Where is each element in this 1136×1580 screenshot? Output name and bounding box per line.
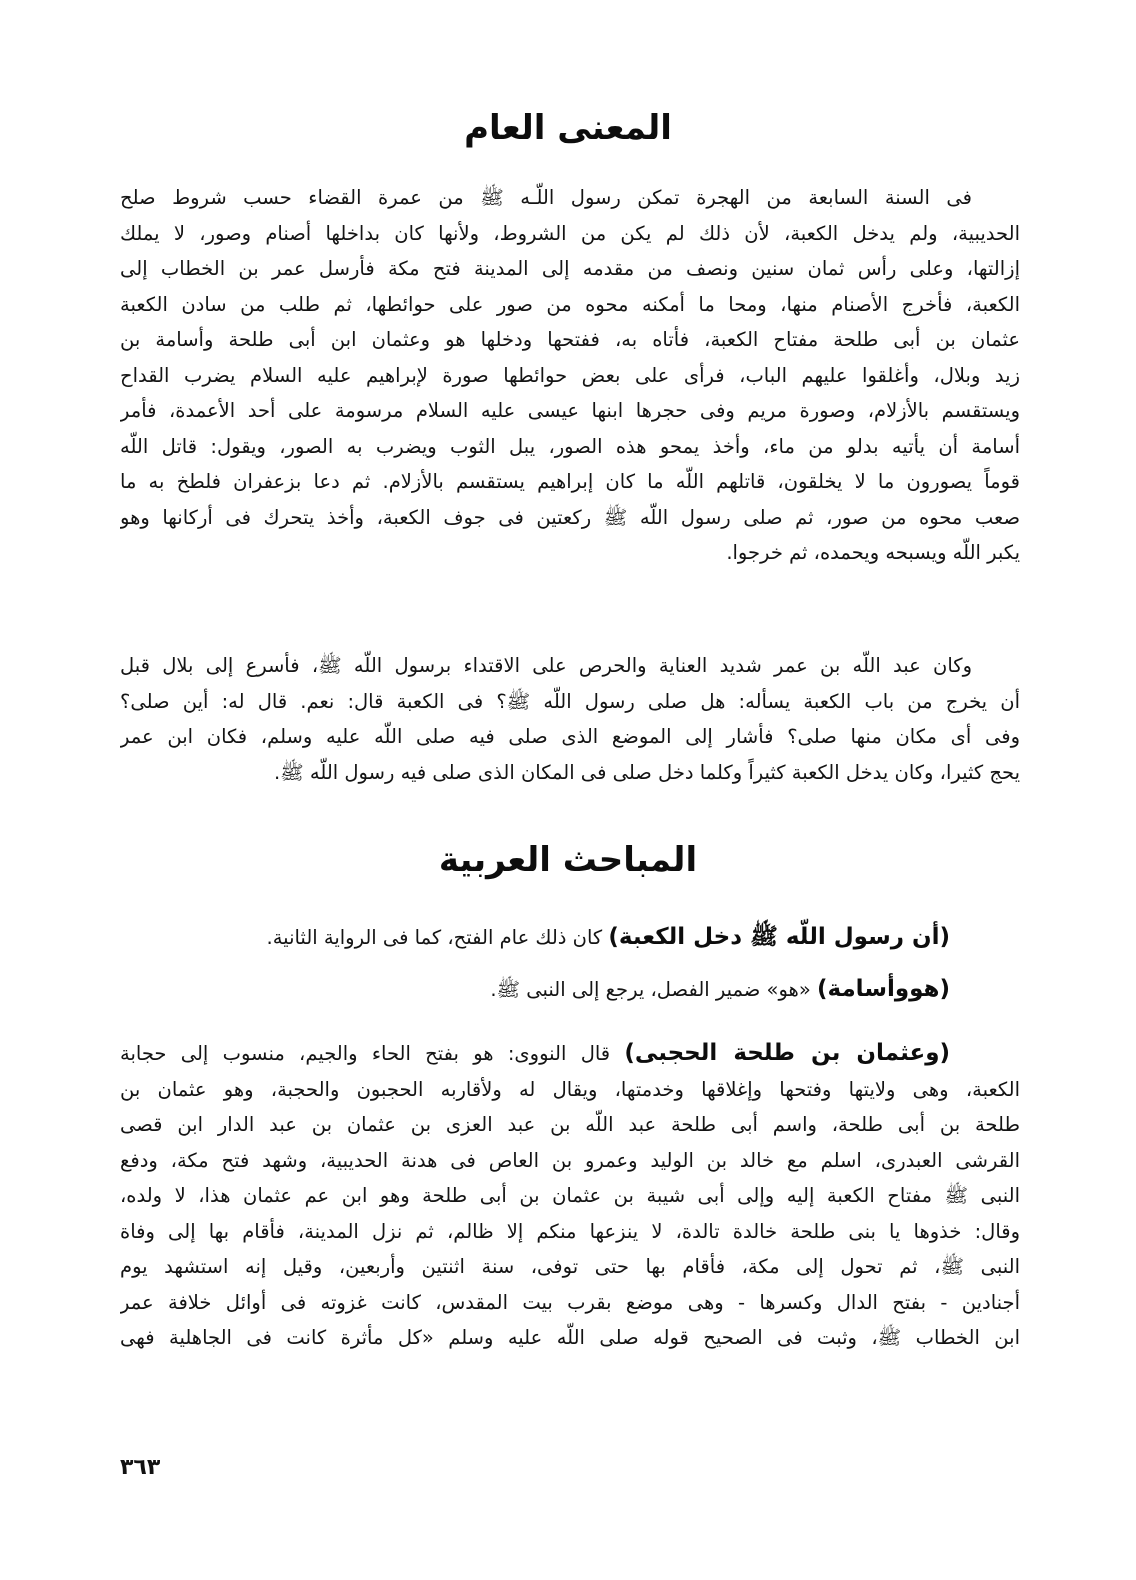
text-line: إزالتها، وعلى رأس ثمان سنين ونصف من مقدمه إلى المدينة فتح مكة فأرسل عمر بن الخطاب إلى xyxy=(120,257,1020,280)
text-line: أسامة أن يأتيه بدلو من ماء، وأخذ يمحو هذه الصور، يبل الثوب ويضرب به الصور، ويقول: قاتل اللّه xyxy=(120,434,1020,458)
text-line: الحديبية، ولم يدخل الكعبة، لأن ذلك لم يكن من الشروط، ولأنها كان بداخلها أصنام وصور، لا يملك xyxy=(120,221,1020,245)
text-line: قوماً يصورون ما لا يخلقون، قاتلهم اللّه ما كان إبراهيم يستقسم بالأزلام. ثم دعا بزعفران فلطخ به ما xyxy=(120,470,1020,493)
text-line: القرشى العبدرى، اسلم مع خالد بن الوليد وعمرو بن العاص فى هدنة الحديبية، وشهد فتح مكة، ودفع xyxy=(120,1148,1020,1172)
entry-uthman-bin-talha xyxy=(120,1036,1020,1356)
text-line: أجنادين - بفتح الدال وكسرها - وهى موضع بقرب بيت المقدس، كانت غزوته فى أوائل خلافة عمر xyxy=(120,1290,1020,1314)
entry-text: قال النووى: هو بفتح الحاء والجيم، منسوب إلى حجابة xyxy=(120,1042,625,1065)
paragraph-general-meaning-1 xyxy=(120,180,1020,571)
entry-lemma: (وعثمان بن طلحة الحجبى) xyxy=(624,1040,951,1066)
text-line: يكبر اللّه ويسبحه ويحمده، ثم خرجوا. xyxy=(726,541,1020,564)
entry-lemma: (هووأسامة) xyxy=(816,976,950,1002)
text-line: يحج كثيرا، وكان يدخل الكعبة كثيراً وكلما دخل صلى فى المكان الذى صلى فيه رسول اللّه ﷺ. xyxy=(273,760,1020,784)
paragraph-general-meaning-2 xyxy=(120,648,1020,790)
entry-text: كان ذلك عام الفتح، كما فى الرواية الثانية. xyxy=(266,926,609,949)
entry-prophet-entered-kaaba xyxy=(120,920,1020,956)
text-line: وكان عبد اللّه بن عمر شديد العناية والحرص على الاقتداء برسول اللّه ﷺ، فأسرع إلى بلال قبل xyxy=(120,654,972,677)
text-line: النبى ﷺ، ثم تحول إلى مكة، فأقام بها حتى توفى، سنة اثنتين وأربعين، وقيل إنه استشهد يوم xyxy=(120,1255,1020,1278)
text-line: وقال: خذوها يا بنى طلحة خالدة تالدة، لا ينزعها منكم إلا ظالم، ثم نزل المدينة، فأقام بها إلى وفاة xyxy=(120,1219,1020,1243)
text-line: صعب محوه من صور، ثم صلى رسول اللّه ﷺ ركعتين فى جوف الكعبة، وأخذ يتحرك فى أركانها وهو xyxy=(120,505,1020,529)
text-line: ويستقسم بالأزلام، وصورة مريم وفى حجرها ابنها عيسى عليه السلام مرسومة على أحد الأعمدة، فأمر xyxy=(120,399,1020,422)
text-line: زيد وبلال، وأغلقوا عليهم الباب، فرأى على بعض حوائطها صورة لإبراهيم عليه السلام يضرب القداح xyxy=(120,363,1020,387)
text-line: فى السنة السابعة من الهجرة تمكن رسول اللّـه ﷺ من عمرة القضاء حسب شروط صلح xyxy=(120,186,972,209)
text-line: الكعبة، فأخرج الأصنام منها، ومحا ما أمكنه محوه من صور على حوائطها، ثم طلب من سادن الكعبة xyxy=(120,292,1020,316)
text-line: النبى ﷺ مفتاح الكعبة إليه وإلى أبى شيبة بن عثمان بن أبى طلحة وهو ابن عم عثمان هذا، لا ولده، xyxy=(120,1184,1020,1207)
text-line: ابن الخطاب ﷺ، وثبت فى الصحيح قوله صلى اللّه عليه وسلم «كل مأثرة كانت فى الجاهلية فهى xyxy=(120,1326,1020,1349)
section-title-general-meaning: المعنى العام xyxy=(464,108,672,148)
text-line: الكعبة، وهى ولايتها وفتحها وإغلاقها وخدمتها، ويقال له ولأقاربه الحجبون والحجبة، وهو عثمان بن xyxy=(120,1077,1020,1101)
text-line xyxy=(120,1036,1020,1072)
text-line: أن يخرج من باب الكعبة يسأله: هل صلى رسول اللّه ﷺ؟ فى الكعبة قال: نعم. قال له: أين صلى؟ xyxy=(120,689,1020,713)
text-line: عثمان بن أبى طلحة مفتاح الكعبة، فأتاه به، ففتحها ودخلها هو وعثمان ابن أبى طلحة وأسامة بن xyxy=(120,328,1020,351)
text-line: وفى أى مكان منها صلى؟ فأشار إلى الموضع الذى صلى فيه صلى اللّه عليه وسلم، فكان ابن عمر xyxy=(120,725,1020,748)
entry-lemma: (أن رسول اللّه ﷺ دخل الكعبة) xyxy=(608,924,950,950)
page-number: ٣٦٣ xyxy=(120,1455,161,1480)
section-title-arabic-studies: المباحث العربية xyxy=(438,840,698,880)
entry-huwa-wa-usama xyxy=(120,972,1020,1008)
entry-text: «هو» ضمير الفصل، يرجع إلى النبى ﷺ. xyxy=(490,978,817,1001)
text-line: طلحة بن أبى طلحة، واسم أبى طلحة عبد اللّه بن عبد العزى بن عثمان بن عبد الدار ابن قصى xyxy=(120,1113,1020,1136)
